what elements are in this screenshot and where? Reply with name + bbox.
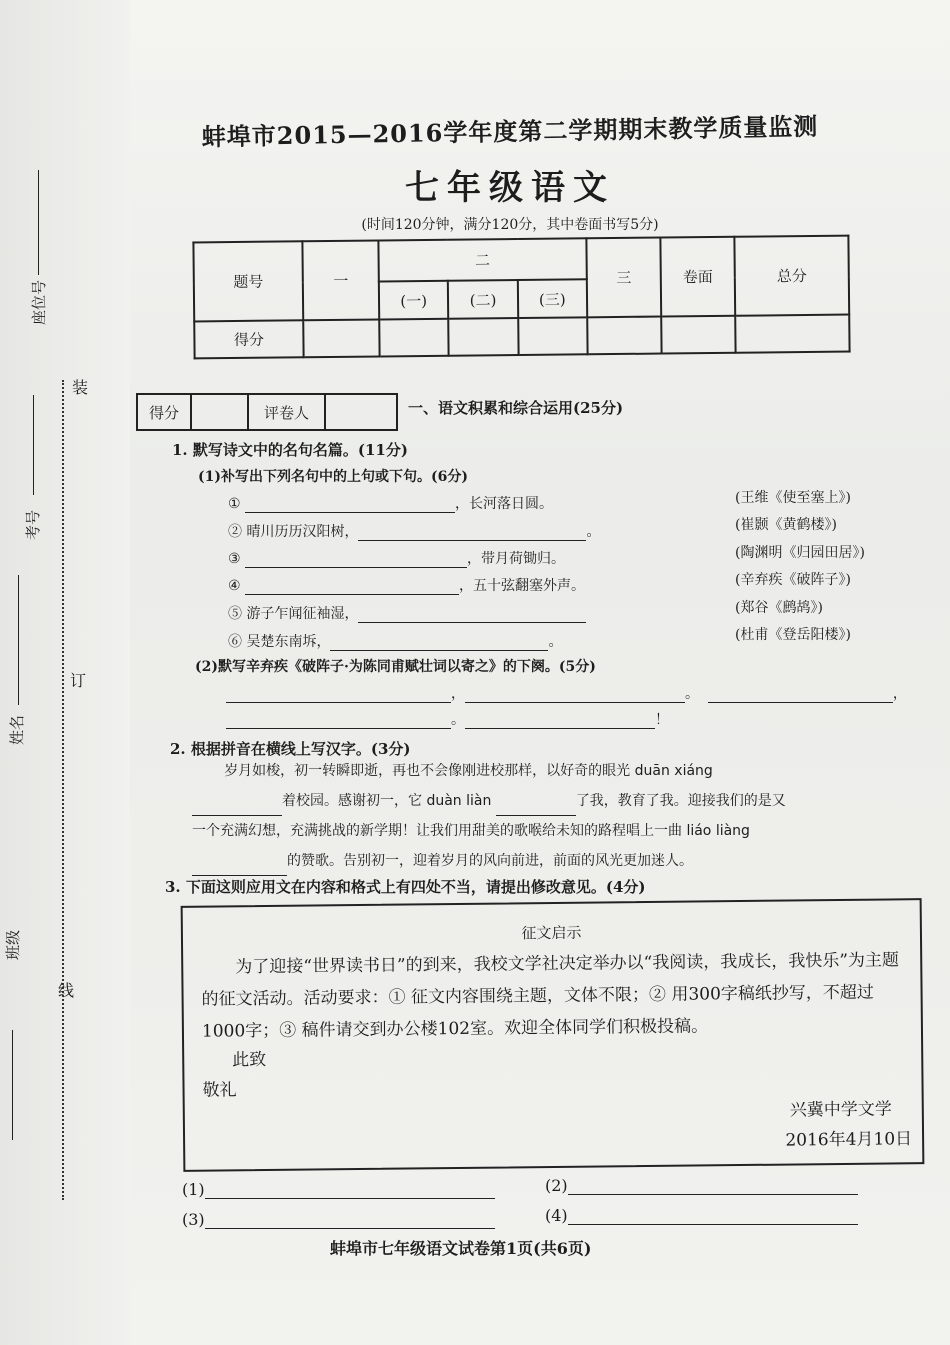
grader-cell [326, 395, 396, 429]
answer-number: (1) [182, 1180, 205, 1199]
score-cell [735, 315, 849, 353]
seat-number-line [38, 170, 39, 275]
exam-title: 蚌埠市2015—2016学年度第二学期期末教学质量监测 [201, 111, 819, 152]
answer-number: (4) [545, 1206, 568, 1225]
score-table-header: 二 [378, 238, 586, 281]
answer-blank[interactable] [205, 1212, 495, 1229]
section-1-title: 一、语文积累和综合运用(25分) [408, 399, 624, 417]
answer-blank[interactable] [496, 799, 576, 816]
answer-blank[interactable] [192, 859, 287, 876]
answer-blank[interactable] [226, 712, 451, 729]
notice-jingli: 敬礼 [202, 1080, 237, 1101]
item-text: ，长河落日圆。 [455, 496, 554, 512]
exam-number-line [33, 395, 34, 495]
binding-char-xian: 线 [58, 981, 75, 1000]
answer-number: (2) [545, 1176, 568, 1195]
q2-text: 着校园。感谢初一，它 [282, 793, 422, 809]
score-table-header: 题号 [193, 241, 303, 321]
page-footer: 蚌埠市七年级语文试卷第1页(共6页) [330, 1239, 592, 1258]
q1-item-6 [228, 631, 562, 651]
exam-note: (时间120分钟，满分120分，其中卷面书写5分) [361, 217, 659, 233]
item-text: 游子乍闻征袖湿， [246, 606, 359, 622]
notice-box [181, 898, 925, 1172]
item-number: ① [228, 496, 241, 512]
item-text: 。 [586, 524, 601, 540]
q2-text: 一个充满幻想，充满挑战的新学期！让我们用甜美的歌喉给未知的路程唱上一曲 [192, 823, 682, 839]
score-cell [661, 316, 735, 353]
q3-answer-2 [545, 1176, 858, 1195]
q1-sub2: (2)默写辛弃疾《破阵子·为陈同甫赋壮词以寄之》的下阕。(5分) [195, 659, 596, 675]
answer-blank[interactable] [245, 496, 455, 513]
q1-poem-line-1 [226, 683, 907, 703]
score-cell [303, 320, 379, 357]
section-score-box [136, 393, 398, 431]
exam-subtitle: 七年级语文 [405, 168, 615, 208]
notice-title: 征文启示 [521, 923, 582, 943]
score-table-header: 一 [302, 240, 379, 320]
punct: 。 [451, 712, 465, 728]
binding-char-ding: 订 [70, 671, 87, 690]
q3-title: 3. 下面这则应用文在内容和格式上有四处不当，请提出修改意见。(4分) [165, 878, 646, 896]
q1-author-2: (崔颢《黄鹤楼》) [735, 517, 837, 533]
q1-poem-line-2 [226, 709, 669, 729]
q1-title: 1. 默写诗文中的名句名篇。(11分) [172, 441, 408, 459]
answer-blank[interactable] [245, 551, 467, 568]
score-table [192, 235, 850, 360]
item-text: 。 [548, 634, 563, 650]
q1-item-3 [228, 548, 565, 568]
score-box-label: 得分 [138, 395, 192, 429]
answer-blank[interactable] [465, 686, 685, 703]
pinyin: duàn liàn [426, 793, 492, 809]
item-number: ⑥ [228, 634, 242, 650]
answer-blank[interactable] [226, 686, 451, 703]
q3-answer-1 [182, 1180, 495, 1199]
q2-passage [192, 756, 922, 876]
q1-item-1 [228, 493, 553, 513]
q2-text: 的赞歌。告别初一，迎着岁月的风向前进，前面的风光更加迷人。 [287, 853, 693, 869]
answer-blank[interactable] [245, 578, 459, 595]
q1-item-5 [228, 603, 586, 623]
answer-blank[interactable] [568, 1208, 858, 1225]
q1-author-4: (辛弃疾《破阵子》) [735, 572, 851, 588]
score-cell [379, 319, 449, 356]
q1-author-1: (王维《使至塞上》) [735, 490, 851, 506]
item-text: ，五十弦翻塞外声。 [459, 578, 586, 594]
class-line [12, 1030, 13, 1140]
score-table-header: 总分 [734, 236, 849, 317]
q1-author-5: (郑谷《鹧鸪》) [735, 600, 823, 616]
q2-text: 了我，教育了我。迎接我们的是又 [575, 793, 786, 809]
notice-signature: 兴冀中学文学 [789, 1099, 892, 1121]
item-text: 晴川历历汉阳树， [246, 524, 359, 540]
notice-body: 为了迎接“世界读书日”的到来，我校文学社决定举办以“我阅读，我成长，我快乐”为主题的征文活动。活动要求：① 征文内容围绕主题，文体不限；② 用300字稿纸抄写，不超过1000字；③ 稿件请交到办公楼102室。欢迎全体同学们积极投稿。 [201, 950, 900, 1042]
binding-dotted-line [62, 380, 64, 1200]
answer-blank[interactable] [330, 634, 548, 651]
exam-number-label: 考号 [24, 509, 42, 540]
q2-title: 2. 根据拼音在横线上写汉字。(3分) [170, 740, 411, 758]
score-cell [587, 317, 661, 354]
notice-date: 2016年4月10日 [785, 1129, 913, 1151]
answer-blank[interactable] [708, 686, 893, 703]
item-text: ，带月荷锄归。 [467, 551, 566, 567]
score-table-subheader: (三) [517, 279, 587, 318]
answer-blank[interactable] [205, 1182, 495, 1199]
q2-text: 岁月如梭，初一转瞬即逝，再也不会像刚进校那样，以好奇的眼光 [224, 763, 631, 779]
q1-item-2 [228, 521, 600, 541]
answer-blank[interactable] [358, 606, 586, 623]
q1-author-3: (陶渊明《归园田居》) [735, 545, 865, 561]
binding-margin [0, 0, 130, 1345]
punct: ！ [655, 712, 669, 728]
q1-author-6: (杜甫《登岳阳楼》) [735, 627, 851, 643]
punct: 。 [685, 686, 699, 702]
name-label: 姓名 [8, 714, 26, 745]
item-number: ③ [228, 551, 241, 567]
name-line [18, 575, 19, 705]
grader-label: 评卷人 [249, 395, 326, 429]
score-table-subheader: (一) [379, 280, 449, 319]
item-number: ② [228, 524, 242, 540]
class-label: 班级 [4, 929, 22, 960]
q3-answer-4 [545, 1206, 858, 1225]
item-text: 吴楚东南坼， [246, 634, 331, 650]
item-number: ⑤ [228, 606, 242, 622]
pinyin: duān xiáng [634, 763, 713, 779]
answer-blank[interactable] [568, 1178, 858, 1195]
score-table-header: 三 [586, 238, 661, 318]
score-table-subheader: (二) [448, 280, 518, 319]
punct: ， [892, 686, 907, 702]
score-cell [449, 318, 519, 355]
q1-item-4 [228, 575, 585, 595]
q1-sub1: (1)补写出下列名句中的上句或下句。(6分) [198, 469, 468, 485]
answer-number: (3) [182, 1210, 205, 1229]
punct: ， [451, 686, 465, 702]
answer-blank[interactable] [192, 799, 282, 816]
score-box-cell [192, 395, 249, 429]
score-table-header: 卷面 [660, 237, 735, 317]
answer-blank[interactable] [358, 524, 586, 541]
seat-number-label: 座位号 [30, 279, 48, 325]
pinyin: liáo liàng [686, 823, 750, 839]
score-row-label: 得分 [194, 321, 303, 359]
item-number: ④ [228, 578, 241, 594]
binding-char-zhuang: 装 [72, 378, 89, 397]
notice-cizhi: 此致 [232, 1049, 267, 1071]
score-cell [518, 318, 588, 355]
q3-answer-3 [182, 1210, 495, 1229]
answer-blank[interactable] [465, 712, 655, 729]
